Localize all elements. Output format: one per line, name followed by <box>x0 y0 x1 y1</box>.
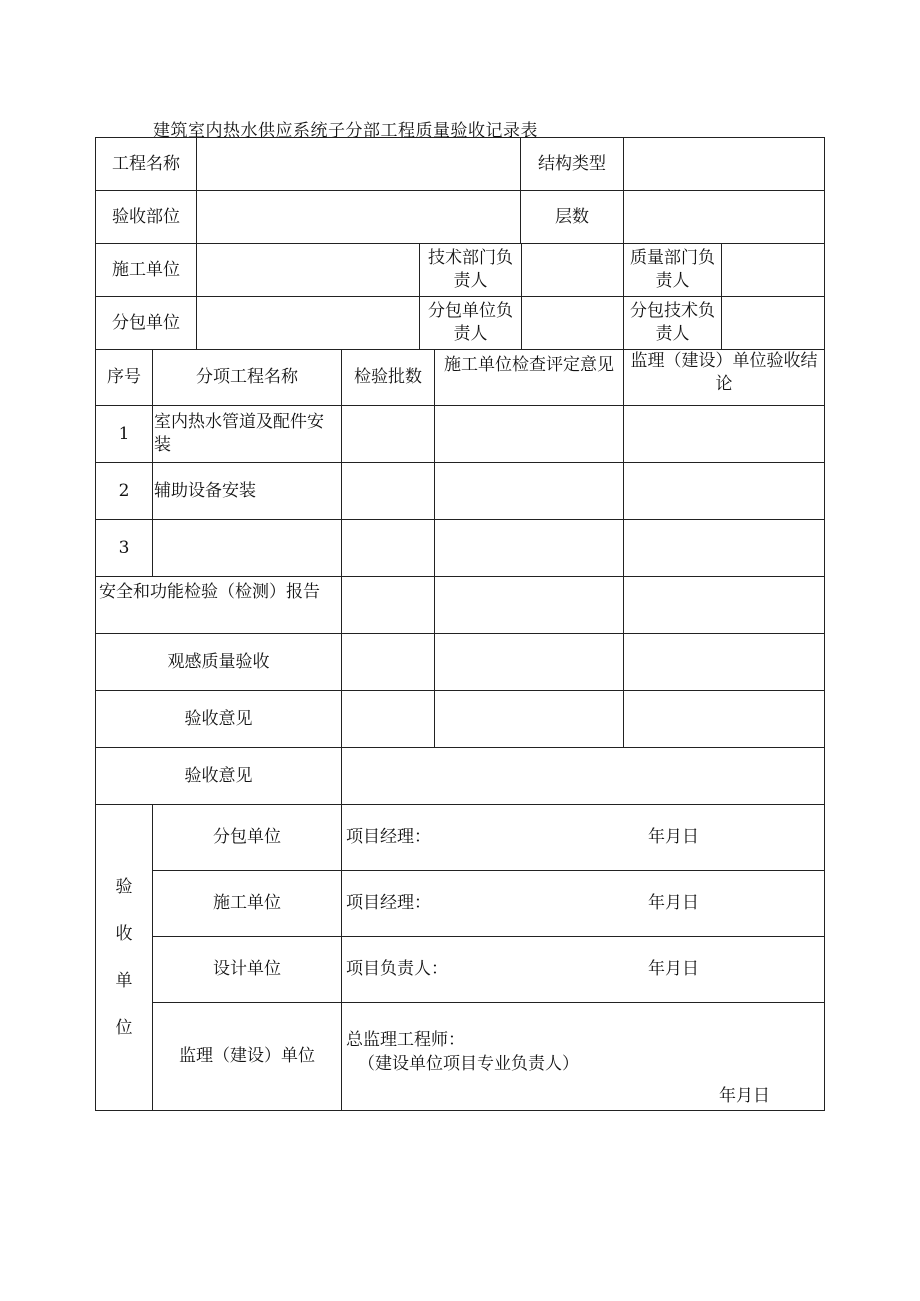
form-title: 建筑室内热水供应系统子分部工程质量验收记录表 <box>153 121 538 141</box>
supervisor-unit-sign-label: 监理（建设）单位 <box>152 1002 342 1111</box>
sub-unit-field[interactable] <box>196 296 420 350</box>
col-header-item-name: 分项工程名称 <box>152 349 342 406</box>
signer-label: 项目负责人： <box>346 959 448 979</box>
col-header-no: 序号 <box>95 349 153 406</box>
design-unit-sign-label: 设计单位 <box>152 936 342 1003</box>
sub-unit-sign-field[interactable] <box>341 804 825 871</box>
opinion-2-field[interactable] <box>341 747 825 805</box>
construction-unit-sign-field[interactable] <box>341 870 825 937</box>
date-label: 年月日 <box>648 959 699 979</box>
opinion-1-label: 验收意见 <box>95 690 342 748</box>
row-2-no: 2 <box>95 462 153 520</box>
safety-report-label: 安全和功能检验（检测）报告 <box>95 576 342 634</box>
quality-dept-head-field[interactable] <box>721 243 825 297</box>
appearance-supervisor[interactable] <box>623 633 825 691</box>
appearance-batch[interactable] <box>341 633 435 691</box>
row-1-no: 1 <box>95 405 153 463</box>
side-char: 单 <box>115 970 133 991</box>
floors-field[interactable] <box>623 190 825 244</box>
row-2-contractor-opinion[interactable] <box>434 462 624 520</box>
date-label: 年月日 <box>648 893 699 913</box>
accept-part-field[interactable] <box>196 190 521 244</box>
tech-dept-head-label: 技术部门负责人 <box>419 243 522 297</box>
row-2-supervisor-conclusion[interactable] <box>623 462 825 520</box>
structure-type-field[interactable] <box>623 137 825 191</box>
quality-dept-head-label: 质量部门负责人 <box>623 243 722 297</box>
sub-tech-head-field[interactable] <box>721 296 825 350</box>
date-label: 年月日 <box>719 1086 770 1106</box>
design-unit-sign-field[interactable] <box>341 936 825 1003</box>
col-header-batch-count: 检验批数 <box>341 349 435 406</box>
sub-unit-head-field[interactable] <box>521 296 624 350</box>
tech-dept-head-field[interactable] <box>521 243 624 297</box>
row-3-supervisor-conclusion[interactable] <box>623 519 825 577</box>
row-1-supervisor-conclusion[interactable] <box>623 405 825 463</box>
sub-unit-sign-label: 分包单位 <box>152 804 342 871</box>
construction-unit-label: 施工单位 <box>95 243 197 297</box>
side-char: 验 <box>115 876 133 897</box>
project-name-label: 工程名称 <box>95 137 197 191</box>
floors-label: 层数 <box>520 190 624 244</box>
sub-unit-label: 分包单位 <box>95 296 197 350</box>
signer-label: 项目经理： <box>346 827 431 847</box>
row-1-name: 室内热水管道及配件安装 <box>152 405 342 463</box>
col-header-contractor-opinion: 施工单位检查评定意见 <box>434 349 624 406</box>
acceptance-side-label <box>95 804 153 1111</box>
opinion-2-label: 验收意见 <box>95 747 342 805</box>
row-1-contractor-opinion[interactable] <box>434 405 624 463</box>
sub-tech-head-label: 分包技术负责人 <box>623 296 722 350</box>
safety-report-supervisor[interactable] <box>623 576 825 634</box>
row-1-batch-count[interactable] <box>341 405 435 463</box>
row-3-contractor-opinion[interactable] <box>434 519 624 577</box>
row-3-name[interactable] <box>152 519 342 577</box>
row-2-batch-count[interactable] <box>341 462 435 520</box>
owner-project-head-label: （建设单位项目专业负责人） <box>358 1054 579 1074</box>
opinion-1-batch[interactable] <box>341 690 435 748</box>
row-3-no: 3 <box>95 519 153 577</box>
supervisor-unit-sign-field[interactable] <box>341 1002 825 1111</box>
structure-type-label: 结构类型 <box>520 137 624 191</box>
row-3-batch-count[interactable] <box>341 519 435 577</box>
side-char: 位 <box>115 1017 133 1038</box>
col-header-supervisor-conclusion: 监理（建设）单位验收结论 <box>623 349 825 406</box>
construction-unit-sign-label: 施工单位 <box>152 870 342 937</box>
appearance-label: 观感质量验收 <box>95 633 342 691</box>
opinion-1-contractor[interactable] <box>434 690 624 748</box>
project-name-field[interactable] <box>196 137 521 191</box>
safety-report-batch[interactable] <box>341 576 435 634</box>
signer-label: 项目经理： <box>346 893 431 913</box>
safety-report-contractor[interactable] <box>434 576 624 634</box>
construction-unit-field[interactable] <box>196 243 420 297</box>
chief-supervisor-label: 总监理工程师： <box>346 1030 465 1050</box>
appearance-contractor[interactable] <box>434 633 624 691</box>
side-char: 收 <box>115 923 133 944</box>
row-2-name: 辅助设备安装 <box>152 462 342 520</box>
accept-part-label: 验收部位 <box>95 190 197 244</box>
sub-unit-head-label: 分包单位负责人 <box>419 296 522 350</box>
date-label: 年月日 <box>648 827 699 847</box>
opinion-1-supervisor[interactable] <box>623 690 825 748</box>
